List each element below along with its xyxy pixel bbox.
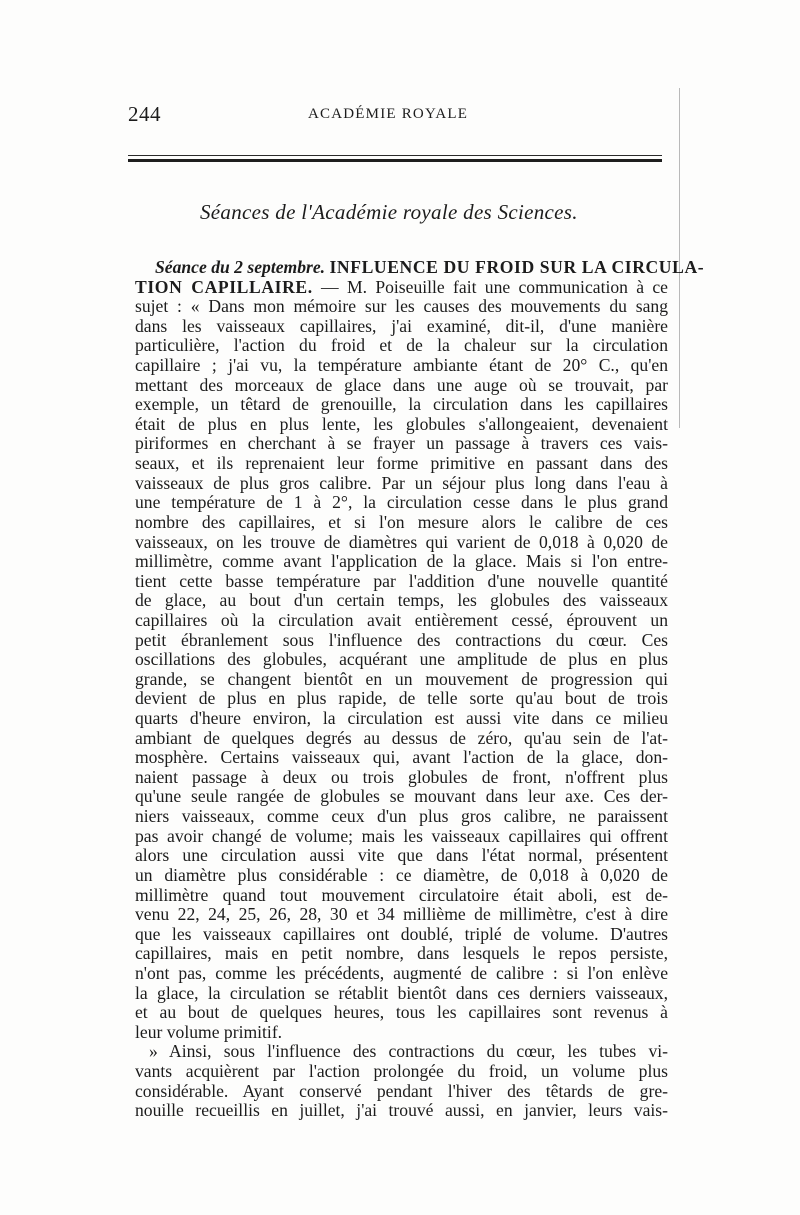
text-line: que les vaisseaux capillaires ont doublé, triplé de volume. D'autres — [135, 923, 668, 944]
section-title: Séances de l'Académie royale des Sciences. — [200, 200, 578, 224]
text-line: ambiant de quelques degrés au dessus de zéro, qu'au sein de l'at- — [135, 727, 668, 748]
text-line: capillaires où la circulation avait entièrement cessé, éprouvent un — [135, 609, 668, 630]
text-line: piriformes en cherchant à se frayer un passage à travers ces vais- — [135, 433, 668, 454]
text-line: vaisseaux de plus gros calibre. Par un séjour plus long dans l'eau à — [135, 472, 668, 493]
text-line: dans les vaisseaux capillaires, j'ai examiné, dit-il, d'une manière — [135, 315, 668, 336]
text-line: nombre des capillaires, et si l'on mesure alors le calibre de ces — [135, 511, 668, 532]
text-line: vaisseaux, on les trouve de diamètres qui varient de 0,018 à 0,020 de — [135, 531, 668, 552]
text-line: grande, se changent bientôt en un mouvement de progression qui — [135, 668, 668, 689]
text-line: nouille recueillis en juillet, j'ai trouvé aussi, en janvier, leurs vais- — [135, 1100, 668, 1121]
text-line: venu 22, 24, 25, 26, 28, 30 et 34 millième de millimètre, c'est à dire — [135, 904, 668, 925]
text-line: était de plus en plus lente, les globules s'allongeaient, devenaient — [135, 413, 668, 434]
text-line: » Ainsi, sous l'influence des contractions du cœur, les tubes vi- — [149, 1041, 668, 1062]
text-line: capillaires, mais en petit nombre, dans lesquels le repos persiste, — [135, 943, 668, 964]
text-line: une température de 1 à 2°, la circulation cesse dans le plus grand — [135, 492, 668, 513]
text-line: n'ont pas, comme les précédents, augmenté de calibre : si l'on enlève — [135, 962, 668, 983]
text-line: un diamètre plus considérable : ce diamètre, de 0,018 à 0,020 de — [135, 864, 668, 885]
text-line: mosphère. Certains vaisseaux qui, avant l'action de la glace, don- — [135, 747, 668, 768]
seance-date: Séance du 2 septembre. — [155, 257, 326, 277]
header-rule-thick — [128, 159, 662, 162]
text-line: mettant des morceaux de glace dans une auge où se trouvait, par — [135, 374, 668, 395]
text-line — [135, 257, 705, 278]
text-line: de glace, au bout d'un certain temps, les globules des vaisseaux — [135, 590, 668, 611]
text-line: quarts d'heure environ, la circulation est aussi vite dans ce milieu — [135, 708, 668, 729]
text-line: exemple, un têtard de grenouille, la circulation dans les capillaires — [135, 394, 668, 415]
text-line: leur volume primitif. — [135, 1021, 283, 1042]
text-line: qu'une seule rangée de globules se mouvant dans leur axe. Ces der- — [135, 786, 668, 807]
text-line: pas avoir changé de volume; mais les vaisseaux capillaires qui offrent — [135, 825, 668, 846]
text-line: la glace, la circulation se rétablit bientôt dans ces derniers vaisseaux, — [135, 982, 668, 1003]
article-heading: INFLUENCE DU FROID SUR LA CIRCULA- — [329, 257, 705, 277]
text-line: considérable. Ayant conservé pendant l'hiver des têtards de gre- — [135, 1080, 668, 1101]
text-line: alors une circulation aussi vite que dans l'état normal, présentent — [135, 845, 668, 866]
text-line: seaux, et ils reprenaient leur forme primitive en passant dans des — [135, 453, 668, 474]
text-line: millimètre, comme avant l'application de la glace. Mais si l'on entre- — [135, 551, 668, 572]
text-line: et au bout de quelques heures, tous les capillaires sont revenus à — [135, 1002, 668, 1023]
article-body — [135, 257, 705, 1121]
page-number: 244 — [128, 102, 161, 126]
text-line: tient cette basse température par l'addition d'une nouvelle quantité — [135, 570, 668, 591]
article-heading-continued: TION CAPILLAIRE. — [135, 276, 313, 297]
text-line: TION CAPILLAIRE. — M. Poiseuille fait une communication à ce — [135, 276, 668, 297]
text-line: niers vaisseaux, comme ceux d'un plus gros calibre, ne paraissent — [135, 806, 668, 827]
text-line: petit ébranlement sous l'influence des contractions du cœur. Ces — [135, 629, 668, 650]
text-line: millimètre quand tout mouvement circulatoire était aboli, est de- — [135, 884, 668, 905]
text-line: oscillations des globules, acquérant une amplitude de plus en plus — [135, 649, 668, 670]
text-line: vants acquièrent par l'action prolongée du froid, un volume plus — [135, 1060, 668, 1081]
text-line: devient de plus en plus rapide, de telle sorte qu'au bout de trois — [135, 688, 668, 709]
text-line: sujet : « Dans mon mémoire sur les causes des mouvements du sang — [135, 296, 668, 317]
text-line: capillaire ; j'ai vu, la température ambiante étant de 20° C., qu'en — [135, 355, 668, 376]
text-line: particulière, l'action du froid et de la chaleur sur la circulation — [135, 335, 668, 356]
header-rule-thin — [128, 155, 662, 156]
running-head: ACADÉMIE ROYALE — [308, 106, 469, 122]
text-line: naient passage à deux ou trois globules de front, n'offrent plus — [135, 766, 668, 787]
